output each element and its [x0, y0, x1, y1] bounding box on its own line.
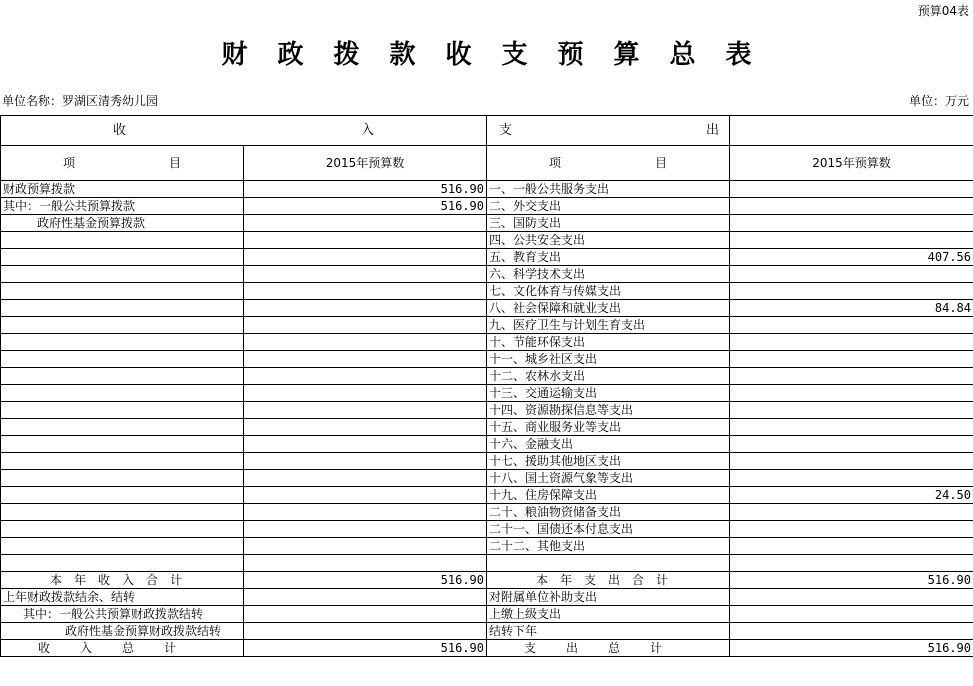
- expense-item-cell: 二十一、国债还本付息支出: [487, 521, 730, 538]
- year-expense-value: 516.90: [730, 572, 973, 589]
- expense-item-cell: 十一、城乡社区支出: [487, 351, 730, 368]
- expense-value-cell: [730, 385, 973, 402]
- expense-value-cell: 24.50: [730, 487, 973, 504]
- table-row: [1, 334, 973, 351]
- table-row: [1, 555, 973, 572]
- income-value-cell: [244, 402, 487, 419]
- expense-item-cell: 十四、资源勘探信息等支出: [487, 402, 730, 419]
- income-value-cell: [244, 521, 487, 538]
- table-row: [1, 181, 973, 198]
- upper-label: 上缴上级支出: [487, 606, 730, 623]
- expense-header: 支 出: [487, 116, 730, 146]
- income-value-cell: [244, 317, 487, 334]
- expense-value-cell: [730, 266, 973, 283]
- subsidy-label: 对附属单位补助支出: [487, 589, 730, 606]
- expense-item-cell: 十六、金融支出: [487, 436, 730, 453]
- income-item-cell: 政府性基金预算拨款: [1, 215, 244, 232]
- income-item-cell: [1, 232, 244, 249]
- unit-name: 单位名称：罗湖区清秀幼儿园: [2, 94, 159, 108]
- income-item-cell: 其中：一般公共预算拨款: [1, 198, 244, 215]
- expense-value-cell: [730, 419, 973, 436]
- table-row: [1, 538, 973, 555]
- page-title: 财政拨款收支预算总表: [221, 40, 782, 70]
- income-value-cell: [244, 487, 487, 504]
- expense-item-cell: 十七、援助其他地区支出: [487, 453, 730, 470]
- income-item-cell: 财政预算拨款: [1, 181, 244, 198]
- expense-item-cell: 五、教育支出: [487, 249, 730, 266]
- income-item-cell: [1, 385, 244, 402]
- income-item-cell: [1, 555, 244, 572]
- expense-header-blank: [730, 116, 973, 146]
- expense-value-cell: 84.84: [730, 300, 973, 317]
- carry-row: [1, 589, 973, 606]
- income-value-cell: 516.90: [244, 198, 487, 215]
- expense-value-cell: [730, 351, 973, 368]
- budget-table: [0, 115, 973, 657]
- year-total-row: [1, 572, 973, 589]
- expense-value-cell: [730, 436, 973, 453]
- income-value-cell: [244, 419, 487, 436]
- expense-item-cell: 十、节能环保支出: [487, 334, 730, 351]
- income-value-cell: [244, 453, 487, 470]
- income-item-cell: [1, 351, 244, 368]
- income-item-cell: [1, 470, 244, 487]
- expense-budget-header: 2015年预算数: [730, 146, 973, 181]
- expense-item-cell: 八、社会保障和就业支出: [487, 300, 730, 317]
- expense-value-cell: [730, 232, 973, 249]
- expense-total-value: 516.90: [730, 640, 973, 657]
- table-row: [1, 351, 973, 368]
- income-item-cell: [1, 402, 244, 419]
- header-row-1: [1, 116, 973, 146]
- expense-value-cell: 407.56: [730, 249, 973, 266]
- income-value-cell: [244, 436, 487, 453]
- expense-item-cell: 二、外交支出: [487, 198, 730, 215]
- expense-item-cell: 十五、商业服务业等支出: [487, 419, 730, 436]
- income-value-cell: [244, 385, 487, 402]
- table-row: [1, 453, 973, 470]
- subsidy-value: [730, 589, 973, 606]
- income-item-cell: [1, 317, 244, 334]
- expense-item-cell: 六、科学技术支出: [487, 266, 730, 283]
- expense-total-label: 支出总计: [487, 640, 730, 657]
- header-row-2: [1, 146, 973, 181]
- expense-value-cell: [730, 538, 973, 555]
- expense-value-cell: [730, 215, 973, 232]
- income-value-cell: [244, 232, 487, 249]
- expense-item-cell: 十八、国土资源气象等支出: [487, 470, 730, 487]
- income-value-cell: [244, 504, 487, 521]
- expense-value-cell: [730, 453, 973, 470]
- upper-value: [730, 606, 973, 623]
- table-row: [1, 317, 973, 334]
- expense-item-header: 项 目: [487, 146, 730, 181]
- table-row: [1, 266, 973, 283]
- income-item-cell: [1, 504, 244, 521]
- expense-item-cell: 十二、农林水支出: [487, 368, 730, 385]
- expense-value-cell: [730, 555, 973, 572]
- expense-item-cell: 一、一般公共服务支出: [487, 181, 730, 198]
- table-row: [1, 300, 973, 317]
- income-value-cell: [244, 283, 487, 300]
- table-row: [1, 487, 973, 504]
- income-item-cell: [1, 453, 244, 470]
- carry-fund-row: [1, 623, 973, 640]
- income-value-cell: [244, 470, 487, 487]
- expense-value-cell: [730, 334, 973, 351]
- expense-value-cell: [730, 198, 973, 215]
- income-item-header: 项 目: [1, 146, 244, 181]
- income-item-cell: [1, 266, 244, 283]
- expense-value-cell: [730, 470, 973, 487]
- income-value-cell: [244, 538, 487, 555]
- income-value-cell: [244, 215, 487, 232]
- table-row: [1, 249, 973, 266]
- income-value-cell: [244, 368, 487, 385]
- income-value-cell: [244, 334, 487, 351]
- income-value-cell: [244, 555, 487, 572]
- table-row: [1, 283, 973, 300]
- table-row: [1, 521, 973, 538]
- income-total-value: 516.90: [244, 640, 487, 657]
- expense-value-cell: [730, 317, 973, 334]
- income-item-cell: [1, 249, 244, 266]
- year-income-value: 516.90: [244, 572, 487, 589]
- income-item-cell: [1, 419, 244, 436]
- expense-item-cell: 二十二、其他支出: [487, 538, 730, 555]
- unit-money: 单位：万元: [908, 94, 969, 108]
- income-item-cell: [1, 521, 244, 538]
- table-row: [1, 504, 973, 521]
- expense-value-cell: [730, 368, 973, 385]
- expense-item-cell: 三、国防支出: [487, 215, 730, 232]
- income-header: 收 入: [1, 116, 487, 146]
- expense-item-cell: 二十、粮油物资储备支出: [487, 504, 730, 521]
- next-year-label: 结转下年: [487, 623, 730, 640]
- expense-value-cell: [730, 504, 973, 521]
- expense-item-cell: 四、公共安全支出: [487, 232, 730, 249]
- table-row: [1, 198, 973, 215]
- income-value-cell: [244, 266, 487, 283]
- table-row: [1, 368, 973, 385]
- table-row: [1, 419, 973, 436]
- carry-general-row: [1, 606, 973, 623]
- expense-item-cell: [487, 555, 730, 572]
- income-value-cell: [244, 351, 487, 368]
- income-item-cell: [1, 300, 244, 317]
- income-value-cell: [244, 249, 487, 266]
- year-income-label: 本年收入合计: [1, 572, 244, 589]
- carry-value: [244, 589, 487, 606]
- expense-item-cell: 七、文化体育与传媒支出: [487, 283, 730, 300]
- income-item-cell: [1, 334, 244, 351]
- income-budget-header: 2015年预算数: [244, 146, 487, 181]
- income-value-cell: [244, 300, 487, 317]
- expense-value-cell: [730, 283, 973, 300]
- year-expense-label: 本年支出合计: [487, 572, 730, 589]
- table-row: [1, 385, 973, 402]
- carry-general-label: 其中：一般公共预算财政拨款结转: [1, 606, 244, 623]
- income-total-label: 收入总计: [1, 640, 244, 657]
- income-item-cell: [1, 487, 244, 504]
- table-row: [1, 215, 973, 232]
- carry-general-value: [244, 606, 487, 623]
- grand-total-row: [1, 640, 973, 657]
- next-year-value: [730, 623, 973, 640]
- expense-value-cell: [730, 181, 973, 198]
- expense-value-cell: [730, 402, 973, 419]
- table-row: [1, 470, 973, 487]
- expense-item-cell: 十九、住房保障支出: [487, 487, 730, 504]
- income-item-cell: [1, 436, 244, 453]
- table-row: [1, 402, 973, 419]
- expense-item-cell: 十三、交通运输支出: [487, 385, 730, 402]
- carry-fund-label: 政府性基金预算财政拨款结转: [1, 623, 244, 640]
- table-row: [1, 436, 973, 453]
- expense-item-cell: 九、医疗卫生与计划生育支出: [487, 317, 730, 334]
- carry-label: 上年财政拨款结余、结转: [1, 589, 244, 606]
- form-code: 预算04表: [917, 4, 969, 18]
- income-value-cell: 516.90: [244, 181, 487, 198]
- income-item-cell: [1, 283, 244, 300]
- expense-value-cell: [730, 521, 973, 538]
- income-item-cell: [1, 368, 244, 385]
- table-row: [1, 232, 973, 249]
- carry-fund-value: [244, 623, 487, 640]
- income-item-cell: [1, 538, 244, 555]
